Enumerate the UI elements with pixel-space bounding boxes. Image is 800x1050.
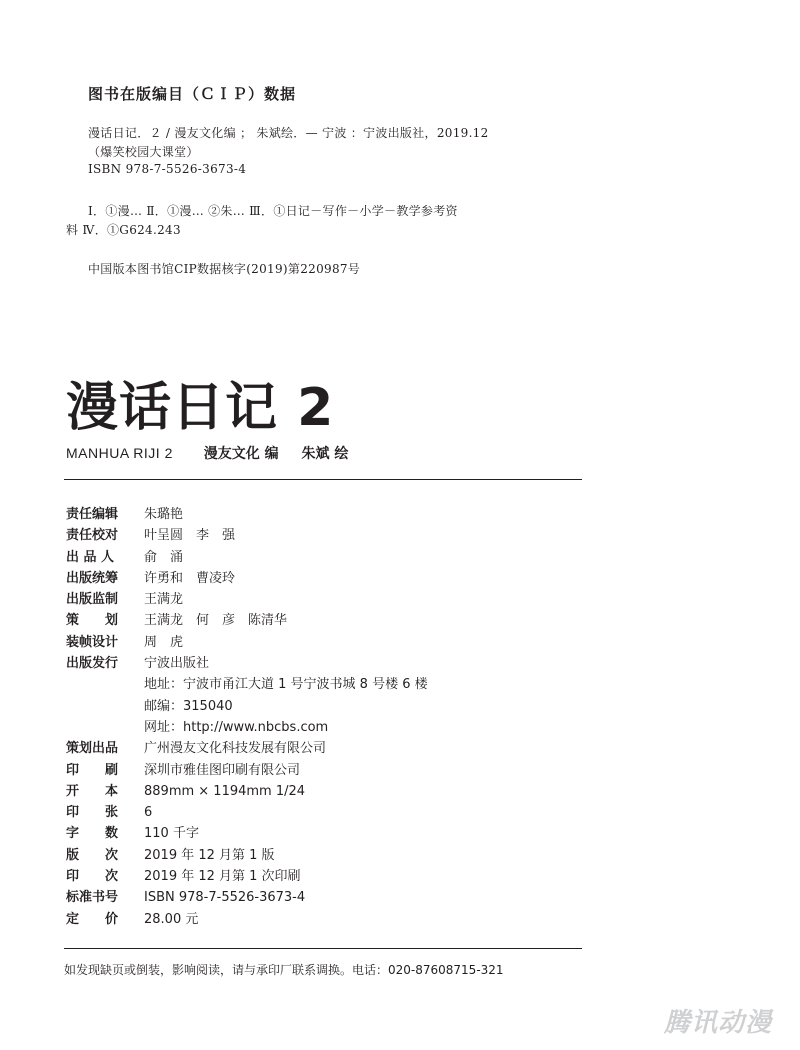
credit-label: 策 划 [66, 613, 119, 629]
credit-value: 俞 涌 [144, 549, 184, 565]
credit-label: 出版统筹 [66, 570, 119, 586]
credit-label: 出版监制 [66, 592, 119, 608]
credit-row [66, 525, 428, 546]
top-divider [64, 479, 582, 480]
credit-row [66, 738, 428, 759]
credit-label: 标准书号 [66, 890, 119, 906]
credit-row [66, 547, 428, 568]
credit-value: ISBN 978-7-5526-3673-4 [144, 890, 306, 906]
credit-value: 朱璐艳 [144, 507, 184, 522]
credit-label: 策划出品 [66, 741, 119, 757]
credit-row [66, 823, 428, 844]
credit-label [66, 674, 144, 695]
subtitle-artist: 朱斌 绘 [301, 446, 349, 462]
credit-value: 王满龙 [144, 592, 184, 608]
footer-notice: 如发现缺页或倒装，影响阅读，请与承印厂联系调换。电话：020-87608715-321 [64, 963, 504, 977]
credit-value: 王满龙 何 彦 陈清华 [144, 613, 288, 629]
cip-classification-line-cont: 料 Ⅳ．①G624.243 [66, 223, 181, 237]
credit-row [66, 909, 428, 930]
credit-label: 印 次 [66, 869, 119, 885]
subtitle-latin: MANHUA RIJI 2 [66, 445, 173, 461]
credit-value: 28.00 元 [144, 911, 199, 927]
cip-record-number: 中国版本图书馆CIP数据核字(2019)第220987号 [88, 262, 361, 276]
credit-row [66, 653, 428, 674]
credit-row [66, 760, 428, 781]
watermark-logo: 腾讯动漫 [664, 1008, 773, 1038]
credit-value: 110 千字 [144, 826, 199, 842]
credit-label: 出版发行 [66, 656, 119, 672]
credit-value: 2019 年 12 月第 1 次印刷 [144, 869, 301, 885]
credit-value: 2019 年 12 月第 1 版 [144, 847, 275, 863]
credit-row [66, 674, 428, 695]
cip-title: 图书在版编目（ＣＩＰ）数据 [88, 85, 297, 103]
credit-row [66, 589, 428, 610]
credit-row [66, 632, 428, 653]
book-subtitle [66, 444, 348, 463]
cip-series-line: （爆笑校园大课堂） [88, 145, 199, 159]
credit-row [66, 717, 428, 738]
credit-row [66, 802, 428, 823]
credit-row [66, 781, 428, 802]
credit-row [66, 696, 428, 717]
cip-catalog-line: 漫话日记．２ / 漫友文化编 ； 朱斌绘．— 宁波 ：宁波出版社，2019.12 [88, 126, 489, 140]
credit-label: 开 本 [66, 783, 119, 799]
credit-row [66, 504, 428, 525]
credit-label: 出 品 人 [66, 549, 115, 565]
subtitle-editor: 漫友文化 编 [203, 446, 279, 462]
credits-list [66, 504, 428, 930]
credit-label: 印 刷 [66, 762, 119, 778]
credit-value: 889mm × 1194mm 1/24 [144, 783, 306, 799]
bottom-divider [64, 948, 582, 949]
credit-value: 许勇和 曹凌玲 [144, 570, 236, 586]
credit-label: 版 次 [66, 847, 119, 863]
cip-isbn-line: ISBN 978-7-5526-3673-4 [88, 162, 247, 176]
credit-value: 网址：http://www.nbcbs.com [144, 719, 329, 735]
credit-label: 责任校对 [66, 528, 119, 544]
credit-value: 广州漫友文化科技发展有限公司 [144, 741, 327, 757]
credit-label: 责任编辑 [66, 507, 119, 522]
credit-label: 装帧设计 [66, 634, 119, 650]
credit-row [66, 845, 428, 866]
credit-row [66, 568, 428, 589]
book-title: 漫话日记 2 [66, 378, 335, 438]
credit-value: 周 虎 [144, 634, 184, 650]
credit-row [66, 610, 428, 631]
credit-row [66, 866, 428, 887]
credit-value: 地址：宁波市甬江大道 1 号宁波书城 8 号楼 6 楼 [144, 677, 428, 693]
credit-row [66, 887, 428, 908]
credit-value: 叶呈圆 李 强 [144, 528, 236, 544]
credit-value: 深圳市雅佳图印刷有限公司 [144, 762, 301, 778]
credit-label: 印 张 [66, 805, 119, 821]
credit-label [66, 717, 144, 738]
credit-label [66, 696, 144, 717]
credit-value: 宁波出版社 [144, 656, 210, 672]
cip-classification-line: Ⅰ．①漫… Ⅱ．①漫… ②朱… Ⅲ．①日记－写作－小学－教学参考资 [88, 204, 458, 218]
credit-label: 定 价 [66, 911, 119, 927]
credit-value: 邮编：315040 [144, 698, 233, 714]
credit-value: 6 [144, 805, 153, 821]
credit-label: 字 数 [66, 826, 119, 842]
